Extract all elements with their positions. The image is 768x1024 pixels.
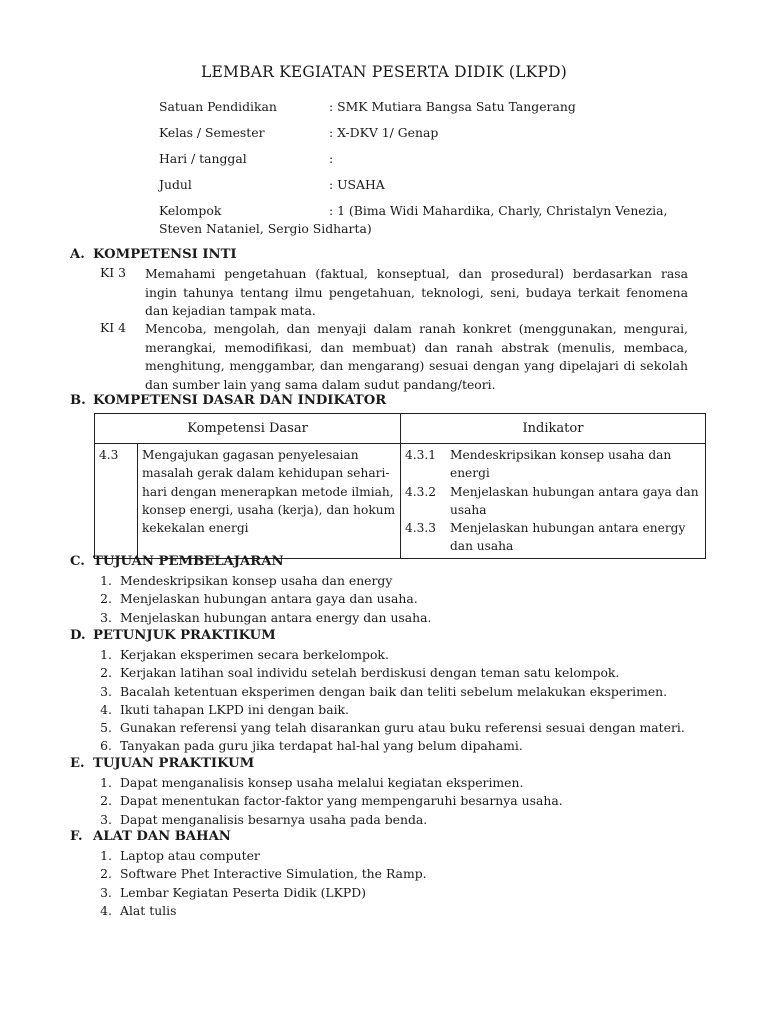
meta-value: : SMK Mutiara Bangsa Satu Tangerang	[329, 99, 576, 114]
section-title: PETUNJUK PRAKTIKUM	[93, 628, 276, 643]
item-text: Bacalah ketentuan eksperimen dengan baik dan teliti sebelum melakukan eksperimen.	[120, 683, 668, 699]
column-header-kompetensi-dasar: Kompetensi Dasar	[95, 414, 401, 444]
section-title: KOMPETENSI DASAR DAN INDIKATOR	[93, 393, 387, 408]
meta-row-kelompok	[159, 203, 719, 223]
item-number: 2.	[100, 665, 112, 681]
section-title: TUJUAN PEMBELAJARAN	[93, 554, 284, 569]
meta-row-hari	[159, 151, 719, 171]
item-number: 4.	[100, 902, 112, 918]
document-title: LEMBAR KEGIATAN PESERTA DIDIK (LKPD)	[201, 63, 567, 81]
section-letter: C.	[70, 554, 85, 569]
item-number: 1.	[100, 848, 112, 863]
item-number: 3.	[100, 811, 112, 827]
meta-label: Judul	[159, 177, 192, 192]
item-text: Lembar Kegiatan Peserta Didik (LKPD)	[120, 884, 367, 900]
item-text: Dapat menentukan factor-faktor yang mempengaruhi besarnya usaha.	[120, 793, 563, 809]
meta-value: : USAHA	[329, 177, 385, 192]
meta-value: :	[329, 151, 334, 166]
meta-value: : 1 (Bima Widi Mahardika, Charly, Christalyn Venezia,	[329, 203, 668, 218]
item-text: Tanyakan pada guru jika terdapat hal-hal yang belum dipahami.	[120, 738, 523, 754]
item-number: 4.	[100, 701, 112, 717]
meta-kelompok-continuation: Steven Nataniel, Sergio Sidharta)	[159, 221, 372, 236]
ki-text: Mencoba, mengolah, dan menyaji dalam ranah konkret (menggunakan, mengurai, merangkai, memodifikasi, dan membuat) dan ranah abstrak (menulis, membaca, menghitung, menggambar, dan mengarang) sesuai dengan yang dipelajari di sekolah dan sumber lain yang sama dalam sudut pandang/teori.	[145, 321, 688, 392]
item-number: 3.	[100, 683, 112, 699]
section-letter: B.	[70, 393, 86, 408]
meta-label: Satuan Pendidikan	[159, 99, 277, 114]
item-number: 6.	[100, 738, 112, 754]
item-number: 5.	[100, 720, 112, 736]
item-text: Laptop atau computer	[120, 848, 260, 863]
item-text: Gunakan referensi yang telah disarankan guru atau buku referensi sesuai dengan materi.	[120, 720, 685, 736]
section-title: KOMPETENSI INTI	[93, 247, 237, 262]
section-letter: A.	[70, 247, 85, 262]
item-number: 3.	[100, 609, 112, 625]
competency-table	[94, 413, 706, 559]
ki-text: Memahami pengetahuan (faktual, konseptual, dan prosedural) berdasarkan rasa ingin tahunya tentang ilmu pengetahuan, teknologi, seni, budaya terkait fenomena dan kejadian tampak mata.	[145, 266, 688, 318]
ki-code: KI 4	[100, 320, 126, 335]
indicator-item	[405, 519, 701, 556]
item-number: 3.	[100, 884, 112, 900]
item-number: 2.	[100, 591, 112, 607]
meta-row-satuan	[159, 99, 719, 119]
item-number: 2.	[100, 866, 112, 882]
item-text: Ikuti tahapan LKPD ini dengan baik.	[120, 701, 349, 717]
column-header-indikator: Indikator	[401, 414, 706, 444]
meta-row-kelas	[159, 125, 719, 145]
item-text: Dapat menganalisis konsep usaha melalui kegiatan eksperimen.	[120, 775, 524, 790]
meta-label: Kelas / Semester	[159, 125, 265, 140]
meta-value: : X-DKV 1/ Genap	[329, 125, 439, 140]
section-letter: D.	[70, 628, 86, 643]
item-number: 1.	[100, 573, 112, 588]
item-text: Mendeskripsikan konsep usaha dan energy	[120, 573, 393, 588]
indicator-code: 4.3.1	[405, 448, 437, 462]
item-text: Menjelaskan hubungan antara energy dan usaha.	[120, 609, 432, 625]
item-text: Alat tulis	[120, 902, 177, 918]
item-text: Software Phet Interactive Simulation, the Ramp.	[120, 866, 427, 882]
section-title: TUJUAN PRAKTIKUM	[93, 756, 255, 771]
section-title: ALAT DAN BAHAN	[93, 829, 231, 844]
item-number: 1.	[100, 647, 112, 662]
ki-code: KI 3	[100, 265, 126, 280]
table-row	[95, 444, 706, 559]
indicator-text: Menjelaskan hubungan antara gaya dan usaha	[450, 484, 699, 517]
indicator-code: 4.3.3	[405, 521, 437, 536]
kd-number: 4.3	[95, 444, 138, 559]
section-letter: E.	[70, 756, 85, 771]
indicator-cell	[401, 444, 706, 559]
item-text: Kerjakan eksperimen secara berkelompok.	[120, 647, 389, 662]
meta-row-judul	[159, 177, 719, 197]
indicator-text: Mendeskripsikan konsep usaha dan energi	[450, 448, 672, 481]
meta-label: Hari / tanggal	[159, 151, 247, 166]
section-letter: F.	[70, 829, 83, 844]
meta-label: Kelompok	[159, 203, 222, 218]
indicator-item	[405, 446, 701, 483]
item-text: Dapat menganalisis besarnya usaha pada benda.	[120, 811, 428, 827]
indicator-item	[405, 483, 701, 520]
indicator-text: Menjelaskan hubungan antara energy dan usaha	[450, 521, 686, 554]
item-text: Kerjakan latihan soal individu setelah berdiskusi dengan teman satu kelompok.	[120, 665, 620, 681]
indicator-code: 4.3.2	[405, 484, 437, 499]
item-number: 1.	[100, 775, 112, 790]
item-number: 2.	[100, 793, 112, 809]
table-header-row	[95, 414, 706, 444]
item-text: Menjelaskan hubungan antara gaya dan usaha.	[120, 591, 418, 607]
kd-description: Mengajukan gagasan penyelesaian masalah gerak dalam kehidupan sehari-hari dengan menerapkan metode ilmiah, konsep energi, usaha (kerja), dan hokum kekekalan energi	[138, 444, 401, 559]
